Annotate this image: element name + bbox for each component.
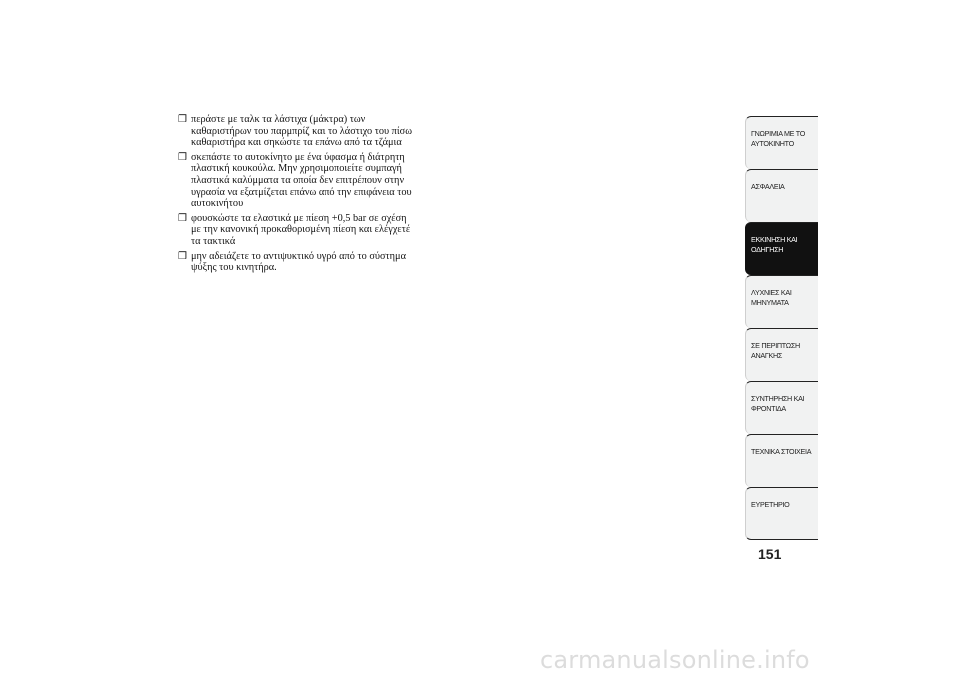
list-item-text-line: πλαστικά καλύμματα τα οποία δεν επιτρέπουν στην (191, 174, 405, 186)
tab-label: ΦΡΟΝΤΙΔΑ (751, 404, 786, 413)
list-item-text-line: αυτοκινήτου (191, 198, 244, 210)
tab-label: ΛΥΧΝΙΕΣ ΚΑΙ (751, 288, 792, 297)
list-item (178, 152, 468, 210)
list-item (178, 251, 468, 274)
instructions-list (178, 114, 468, 277)
list-item (178, 114, 468, 149)
page-number: 151 (758, 546, 782, 562)
list-item-text-line: σκεπάστε το αυτοκίνητο με ένα ύφασμα ή διάτρητη (191, 151, 405, 163)
tab-technical-specifications[interactable] (745, 434, 818, 487)
tab-label: ΣΥΝΤΗΡΗΣΗ ΚΑΙ (751, 394, 805, 403)
tab-label: ΟΔΗΓΗΣΗ (751, 245, 784, 254)
tab-label: ΑΣΦΑΛΕΙΑ (751, 182, 785, 191)
tab-label: ΑΥΤΟΚΙΝΗΤΟ (751, 139, 794, 148)
list-item-text-line: καθαριστήρα και σηκώστε τα επάνω από τα τζάμια (191, 137, 402, 149)
tab-in-an-emergency[interactable] (745, 328, 818, 381)
tab-label: ΕΥΡΕΤΗΡΙΟ (751, 500, 790, 509)
tab-label: ΣΕ ΠΕΡΙΠΤΩΣΗ (751, 341, 800, 350)
watermark-text: carmanualsonline.info (540, 646, 810, 674)
checkbox-bullet-icon: ❒ (178, 151, 187, 163)
list-item-text-line: ψύξης του κινητήρα. (191, 262, 277, 274)
chapter-tabs (745, 116, 818, 540)
checkbox-bullet-icon: ❒ (178, 114, 187, 125)
list-item-text-line: πλαστική κουκούλα. Μην χρησιμοποιείτε συμπαγή (191, 163, 402, 175)
tab-label: ΕΚΚΙΝΗΣΗ ΚΑΙ (751, 235, 798, 244)
list-item-text-line: φουσκώστε τα ελαστικά με πίεση +0,5 bar σε σχέση (191, 212, 407, 224)
tab-label: ΜΗΝΥΜΑΤΑ (751, 298, 789, 307)
checkbox-bullet-icon: ❒ (178, 250, 187, 262)
tab-starting-and-driving[interactable] (745, 222, 818, 275)
tab-warning-lights-and-messages[interactable] (745, 275, 818, 328)
tab-getting-to-know-car[interactable] (745, 116, 818, 169)
list-item (178, 213, 468, 248)
tab-label: ΤΕΧΝΙΚΑ ΣΤΟΙΧΕΙΑ (751, 447, 812, 456)
tab-safety[interactable] (745, 169, 818, 222)
list-item-text-line: μην αδειάζετε το αντιψυκτικό υγρό από το σύστημα (191, 250, 406, 262)
list-item-text-line: τα τακτικά (191, 235, 236, 247)
tab-index[interactable] (745, 487, 818, 540)
list-item-text-line: καθαριστήρων του παρμπρίζ και το λάστιχο του πίσω (191, 125, 412, 137)
list-item-text-line: υγρασία να εξατμίζεται επάνω από την επιφάνεια του (191, 186, 412, 198)
tab-label: ΓΝΩΡΙΜΙΑ ΜΕ ΤΟ (751, 129, 805, 138)
list-item-text-line: περάστε με ταλκ τα λάστιχα (μάκτρα) των (191, 114, 366, 125)
tab-label: ΑΝΑΓΚΗΣ (751, 351, 783, 360)
tab-servicing-and-care[interactable] (745, 381, 818, 434)
list-item-text-line: με την κανονική προκαθορισμένη πίεση και ελέγχετέ (191, 224, 411, 236)
checkbox-bullet-icon: ❒ (178, 212, 187, 224)
